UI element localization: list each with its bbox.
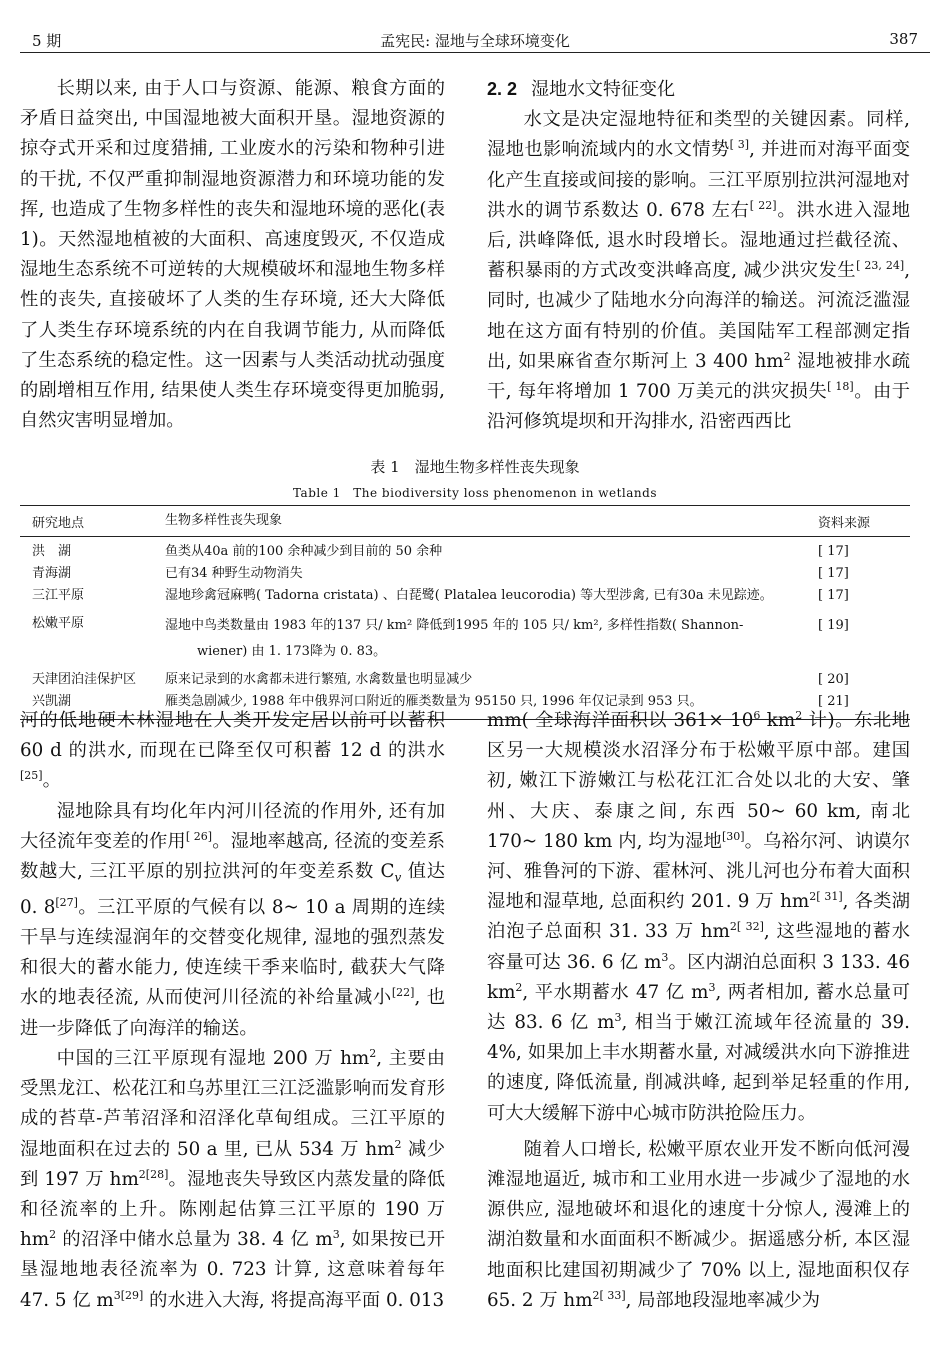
text-run: 。区内湖泊总面积 3 133. 46 km	[487, 951, 910, 1003]
text-run: 的沼泽中储水总量为 38. 4 亿 m	[56, 1229, 333, 1251]
text-run: , 这些湿地的蓄水容量可达 36. 6 亿 m	[487, 921, 911, 973]
text-run: mm( 全球海洋面积以 361× 10	[487, 710, 754, 731]
table-row	[20, 541, 910, 563]
top-right-column	[487, 74, 910, 437]
text-run: 河的低地硬木林湿地在人类开发定居以前可以蓄积 60 d 的洪水, 而现在已降至仅可积蓄 12 d 的洪水	[20, 710, 445, 762]
superscript: 2	[49, 1228, 57, 1242]
cell-phenomenon: 鱼类从40a 前的100 余种减少到目前的 50 余种	[165, 544, 443, 559]
page-number: 387	[889, 30, 918, 48]
cell-site: 兴凯湖	[32, 694, 72, 709]
citation: [30]	[721, 829, 745, 843]
table-row	[20, 669, 910, 691]
superscript: 3[29]	[113, 1288, 144, 1302]
cell-text-line1: 湿地中鸟类数量由 1983 年的137 只/ km² 降低到1995 年的 105 只/ km², 多样性指数( Shannon-	[165, 618, 744, 633]
subscript: v	[394, 870, 402, 885]
section-heading	[487, 74, 910, 105]
table-caption-cn: 表 1 湿地生物多样性丧失现象	[370, 458, 580, 476]
running-header	[20, 26, 930, 53]
paragraph	[487, 706, 910, 1129]
top-left-column	[20, 74, 445, 436]
paragraph	[487, 105, 910, 437]
citation: [ 22]	[749, 198, 777, 212]
table-header-row	[20, 506, 910, 537]
paragraph	[20, 706, 445, 797]
paragraph: 长期以来, 由于人口与资源、能源、粮食方面的矛盾日益突出, 中国湿地被大面积开垦。湿地资源的掠夺式开采和过度猎捕, 工业废水的污染和物种引进的干扰, 不仅严重抑制湿地资源潜力和环境功能的发挥, 也造成了生物多样性的丧失和湿地环境的恶化(表 1)。天然湿地植被的大面积、高速度毁灭, 不仅造成湿地生态系统不可逆转的大规模破坏和湿地生物多样性的丧失, 直接破坏了人类的生存环境, 还大大降低了人类生存环境系统的内在自我调节能力, 从而降低了生态系统的稳定性。这一因素与人类活动扰动强度的剧增相互作用, 结果使人类生存环境变得更加脆弱, 自然灾害明显增加。	[20, 78, 445, 432]
text-run: , 两者相加, 蓄水总量可达 83. 6 亿 m	[487, 981, 911, 1034]
citation: [ 3]	[729, 138, 750, 152]
text-run: 值达 0. 8	[20, 861, 446, 918]
header-source: 资料来源	[818, 515, 871, 531]
superscript: 2	[515, 980, 523, 994]
superscript: 2	[394, 1137, 402, 1151]
text-run: 。乌裕尔河、讷谟尔河、雅鲁河的下游、霍林河、洮儿河也分布着大面积湿地和湿草地, 总面积约 201. 9 万 hm	[487, 830, 911, 913]
superscript: 2[ 33]	[592, 1288, 626, 1302]
cell-phenomenon: 原来记录到的水禽都未进行繁殖, 水禽数量也明显减少	[165, 672, 473, 687]
cell-source: [ 19]	[818, 618, 849, 633]
superscript: 3	[332, 1228, 340, 1242]
cell-phenomenon: 已有34 种野生动物消失	[165, 566, 303, 581]
paragraph	[20, 797, 445, 1044]
bottom-left-column	[20, 706, 445, 1316]
citation: [27]	[55, 895, 78, 909]
text-run: 。洪水进入湿地后, 洪峰降低, 退水时段增长。湿地通过拦截径流、蓄积暴雨的方式改变洪峰高度, 减少洪灾发生	[487, 199, 910, 282]
issue-label: 5 期	[32, 32, 62, 50]
cell-site: 松嫩平原	[32, 616, 85, 631]
text-run: 随着人口增长, 松嫩平原农业开发不断向低河漫滩湿地逼近, 城市和工业用水进一步减少了湿地的水源供应, 湿地破坏和退化的速度十分惊人, 漫滩上的湖泊数量和水面面积不断减少。据遥感分析, 本区湿地面积比建国初期减少了 70% 以上, 湿地面积仅存 65. 2 万 hm	[487, 1138, 910, 1311]
text-run: 湿地被排水疏干, 每年将增加 1 700 万美元的洪灾损失	[487, 350, 910, 403]
table-body	[20, 537, 910, 719]
text-run: , 局部地段湿地率减少为	[625, 1289, 821, 1311]
cell-phenomenon: 湿地珍禽冠麻鸭( Tadorna cristata) 、白琵鹭( Platalea leucorodia) 等大型涉禽, 已有30a 未见踪迹。	[165, 588, 773, 603]
superscript: 3	[708, 980, 716, 994]
citation: [ 23, 24]	[856, 259, 905, 273]
running-title: 孟宪民: 湿地与全球环境变化	[380, 32, 570, 50]
superscript: 2	[783, 349, 791, 363]
superscript: 3	[614, 1011, 622, 1025]
superscript: 2[ 31]	[809, 890, 843, 904]
superscript: 2[28]	[138, 1167, 169, 1181]
text-run: 。	[42, 770, 61, 792]
cell-text-line2: wiener) 由 1. 173降为 0. 83。	[197, 644, 387, 659]
text-run: 。由于沿河修筑堤坝和开沟排水, 沿密西西比	[487, 381, 911, 433]
cell-site: 三江平原	[32, 588, 85, 603]
paragraph	[20, 1044, 445, 1316]
cell-source: [ 17]	[818, 588, 849, 603]
text-run: , 也进一步降低了向海洋的输送。	[20, 987, 446, 1039]
text-run: , 各类湖泊泡子总面积 31. 33 万 hm	[487, 891, 911, 943]
text-run: , 并进而对海平面变化产生直接或间接的影响。三江平原别拉洪河湿地对洪水的调节系数达 0. 678 左右	[487, 139, 911, 221]
cell-source: [ 20]	[818, 672, 849, 687]
text-run: 计)。东北地区另一大规模淡水沼泽分布于松嫩平原中部。建国初, 嫩江下游嫩江与松花江汇合处以北的大安、肇州、大庆、泰康之间, 东西 50~ 60 km, 南北 170~ 180 km 内, 均为湿地	[487, 710, 910, 852]
text-run: 水文是决定湿地特征和类型的关键因素。同样, 湿地也影响流域内的水文情势	[487, 109, 910, 161]
header-phenomenon: 生物多样性丧失现象	[165, 513, 283, 528]
table-row	[20, 585, 910, 607]
text-run: 湿地除具有均化年内河川径流的作用外, 还有加大径流年变差的作用	[20, 800, 445, 852]
table-row	[20, 613, 910, 665]
cell-site: 天津团泊洼保护区	[32, 672, 137, 687]
cell-phenomenon: 雁类急剧减少, 1988 年中俄界河口附近的雁类数量为 95150 只, 1996 年仅记录到 953 只。	[165, 694, 703, 709]
text-run: , 同时, 也减少了陆地水分向海洋的输送。河流泛滥湿地在这方面有特别的价值。美国陆军工程部测定指出, 如果麻省查尔斯河上 3 400 hm	[487, 260, 910, 372]
text-run: 。湿地丧失导致区内蒸发量的降低和径流率的上升。陈刚起估算三江平原的 190 万 hm	[20, 1168, 445, 1251]
cell-source: [ 21]	[818, 694, 849, 709]
text-run: 的水进入大海, 将提高海平面 0. 013	[143, 1289, 445, 1311]
citation: [ 18]	[827, 380, 854, 394]
text-run: 。湿地率越高, 径流的变差系数越大, 三江平原的别拉洪河的年变差系数 C	[20, 830, 446, 883]
superscript: 6	[753, 709, 761, 722]
superscript: 2	[795, 709, 803, 722]
text-run: 。三江平原的气候有以 8~ 10 a 周期的连续干旱与连续湿润年的交替变化规律, 湿地的强烈蒸发和很大的蓄水能力, 使连续干季来临时, 截获大气降水的地表径流, 从而使河川径流的补给量减小	[20, 896, 446, 1009]
biodiversity-loss-table	[20, 505, 910, 720]
superscript: 2[ 32]	[729, 920, 764, 934]
text-run: 减少到 197 万 hm	[20, 1138, 446, 1190]
superscript: 3	[661, 950, 669, 964]
text-run: , 如果按已开垦湿地地表径流率为 0. 723 计算, 这意味着每年 47. 5 亿 m	[20, 1229, 445, 1311]
citation: [25]	[20, 769, 43, 783]
citation: [22]	[391, 986, 415, 1000]
section-number: 2. 2	[487, 79, 518, 99]
citation: [ 26]	[185, 829, 213, 843]
section-title: 湿地水文特征变化	[531, 79, 676, 100]
cell-phenomenon	[165, 613, 818, 665]
cell-source: [ 17]	[818, 566, 849, 581]
text-run: km	[760, 710, 796, 731]
table-row	[20, 563, 910, 585]
text-run: , 主要由受黑龙江、松花江和乌苏里江三江泛滥影响而发育形成的苔草-芦苇沼泽和沼泽化草甸组成。三江平原的湿地面积在过去的 50 a 里, 已从 534 万 hm	[20, 1047, 446, 1160]
table-caption-en: Table 1 The biodiversity loss phenomenon in wetlands	[292, 486, 657, 500]
paragraph	[487, 1135, 910, 1316]
cell-site: 青海湖	[32, 566, 72, 581]
text-run: , 平水期蓄水 47 亿 m	[522, 981, 709, 1003]
bottom-right-column	[487, 706, 910, 1316]
cell-source: [ 17]	[818, 544, 849, 559]
header-site: 研究地点	[32, 515, 85, 531]
text-run: , 相当于嫩江流域年径流量的 39. 4%, 如果加上丰水期蓄水量, 对减缓洪水向下游推进的速度, 降低流量, 削减洪峰, 起到举足轻重的作用, 可大大缓解下游中心城市防洪抢险压力。	[487, 1012, 910, 1124]
cell-site: 洪 湖	[32, 544, 72, 559]
text-run: 中国的三江平原现有湿地 200 万 hm	[56, 1047, 370, 1069]
superscript: 2	[369, 1046, 377, 1060]
